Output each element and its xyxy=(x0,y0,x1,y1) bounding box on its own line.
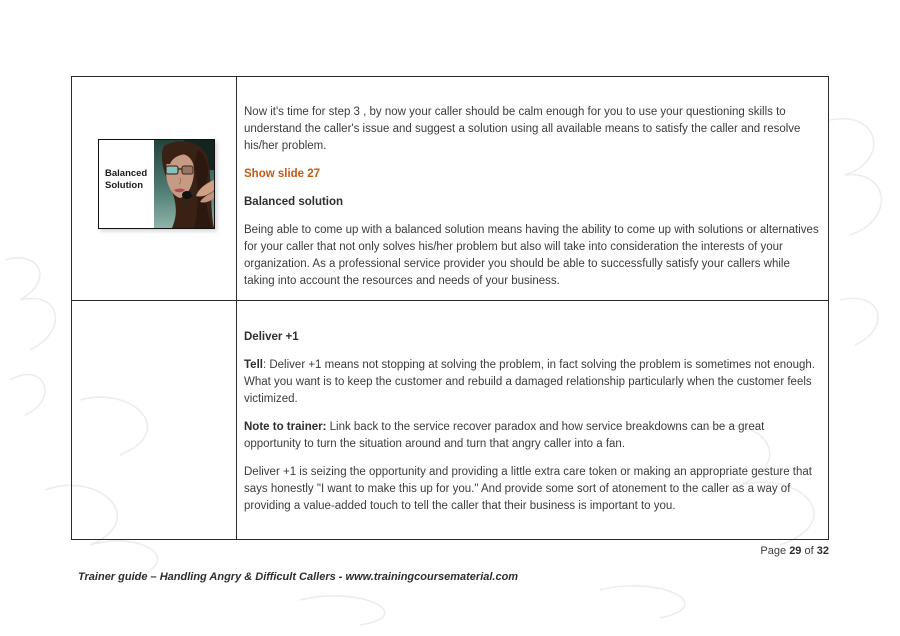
tell-label: Tell xyxy=(244,359,263,371)
heading-balanced-solution: Balanced solution xyxy=(244,196,344,208)
page-number xyxy=(529,545,829,557)
slide-thumbnail-title: Balanced Solution xyxy=(105,168,148,191)
table-cell-slide xyxy=(72,77,237,301)
note-to-trainer-text: Link back to the service recover paradox and how service breakdowns can be a great opportunity to turn the situation around and turn that angry caller into a fan. xyxy=(244,421,765,450)
paragraph-note-to-trainer xyxy=(244,419,820,453)
page-number-label: Page xyxy=(760,545,787,557)
note-to-trainer-label: Note to trainer: xyxy=(244,421,327,433)
paragraph-tell xyxy=(244,357,820,408)
show-slide-callout: Show slide 27 xyxy=(244,168,321,180)
paragraph-step3: Now it's time for step 3 , by now your caller should be calm enough for you to use your questioning skills to understand the caller's issue and suggest a solution using all available means to satisfy the caller and resolve his/her problem. xyxy=(244,106,801,152)
table-cell-deliver-text xyxy=(237,301,828,539)
page-number-of: of xyxy=(804,545,814,557)
slide-thumbnail xyxy=(98,139,215,229)
table-cell-empty xyxy=(72,301,237,539)
content-table xyxy=(71,76,829,540)
page-number-current: 29 xyxy=(789,545,802,557)
woman-headset-photo xyxy=(154,140,214,228)
paragraph-balanced-solution: Being able to come up with a balanced solution means having the ability to come up with solutions or alternatives for your caller that not only solves his/her problem but also will take into consideration the interests of your organization. As a professional service provider you should be able to successfully satisfy your callers while taking into account the resources and needs of your business. xyxy=(244,224,819,287)
page-number-total: 32 xyxy=(816,545,829,557)
footer-title: Trainer guide – Handling Angry & Difficult Callers - www.trainingcoursematerial.com xyxy=(78,571,519,583)
heading-deliver-plus-one: Deliver +1 xyxy=(244,331,299,343)
table-cell-step3-text xyxy=(237,77,828,301)
paragraph-deliver-detail: Deliver +1 is seizing the opportunity and providing a little extra care token or making an appropriate gesture that says honestly "I want to make this up for you." And provide some sort of atonement to the caller as a way of providing a value-added touch to tell the caller that their business is important to you. xyxy=(244,466,812,512)
tell-text: : Deliver +1 means not stopping at solving the problem, in fact solving the problem is sometimes not enough. What you want is to keep the customer and rebuild a damaged relationship particularly when the customer feels victimized. xyxy=(244,359,815,405)
